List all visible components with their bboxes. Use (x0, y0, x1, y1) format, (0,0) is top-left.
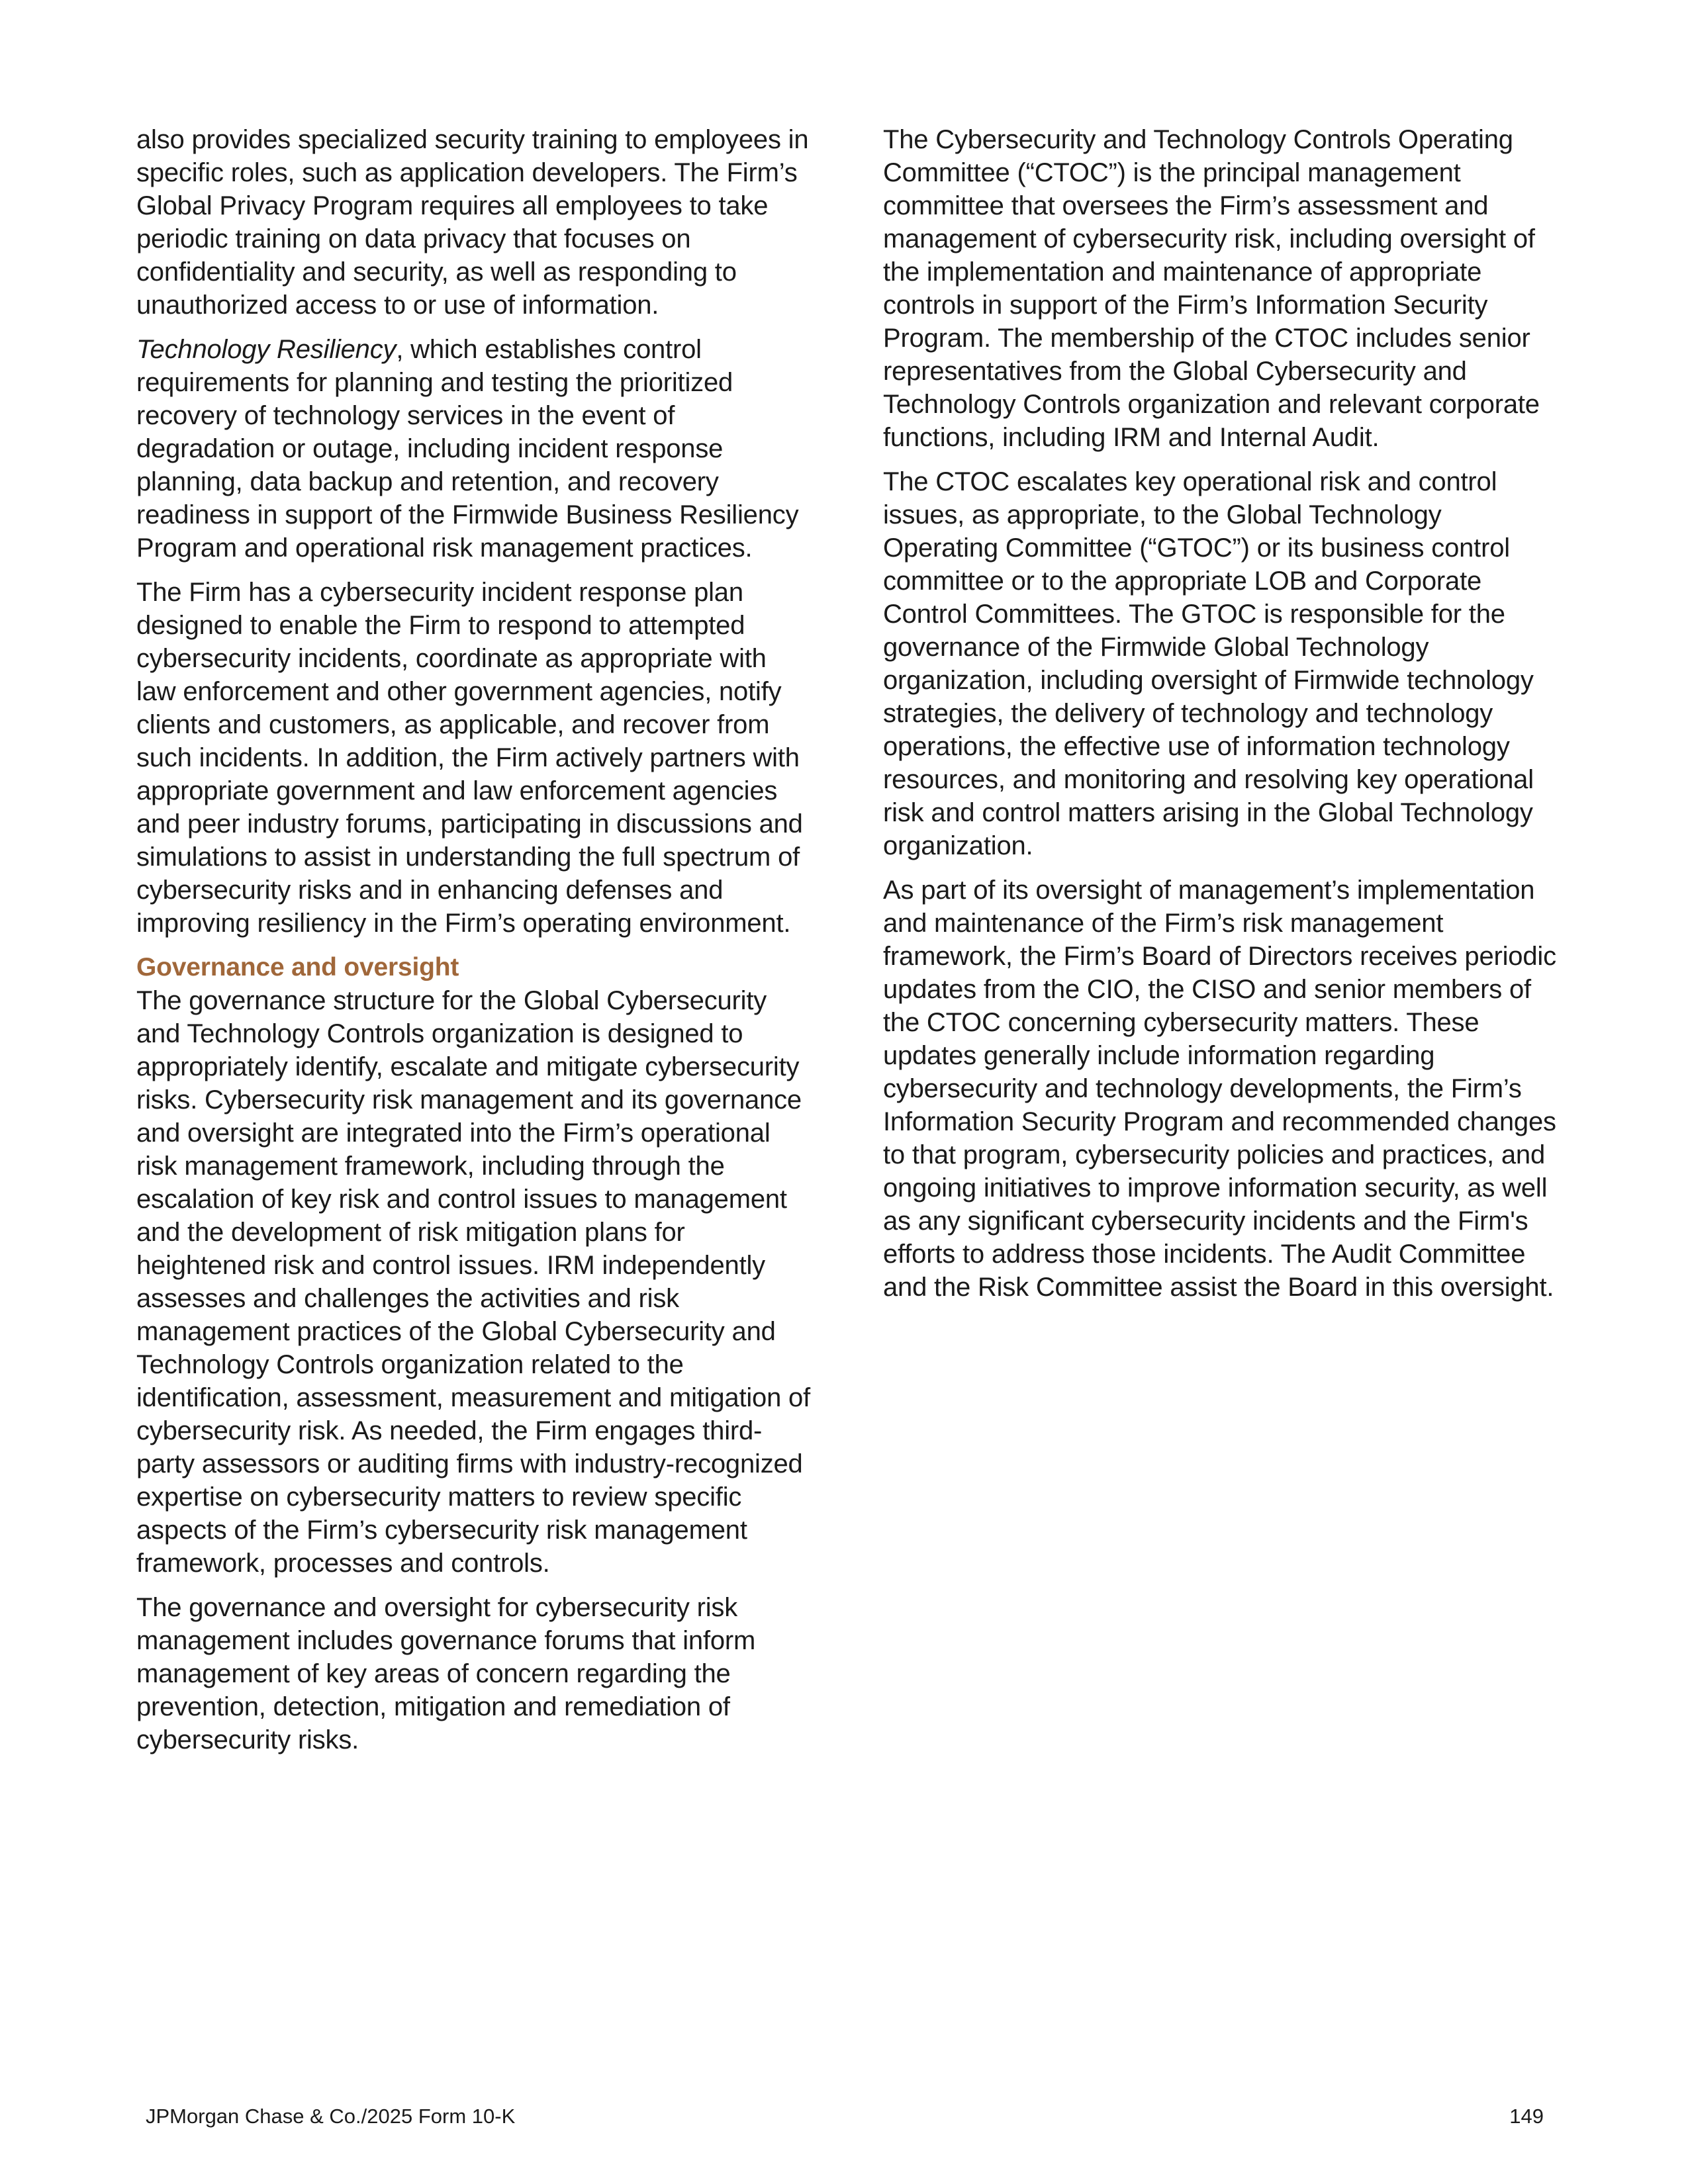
section-heading: Governance and oversight (136, 953, 459, 981)
paragraph: The CTOC escalates key operational risk and control issues, as appropriate, to the Global Technology Operating Committee (“GTOC”) or its business control committee or to the appropriate LOB and Corporate Control Committees. The GTOC is responsible for the governance of the Firmwide Global Technology organization, including oversight of Firmwide technology strategies, the delivery of technology and technology operations, the effective use of information technology resources, and monitoring and resolving key operational risk and control matters arising in the Global Technology organization. (883, 467, 1534, 860)
right-column (883, 123, 1558, 1315)
paragraph: As part of its oversight of management’s implementation and maintenance of the Firm’s risk management framework, the Firm’s Board of Directors receives periodic updates from the CIO, the CISO and senior members of the CTOC concerning cybersecurity matters. These updates generally include information regarding cybersecurity and technology developments, the Firm’s Information Security Program and recommended changes to that program, cybersecurity policies and practices, and ongoing initiatives to improve information security, as well as any significant cybersecurity incidents and the Firm's efforts to address those incidents. The Audit Committee and the Risk Committee assist the Board in this oversight. (883, 876, 1556, 1302)
left-column (136, 123, 812, 1768)
italic-term: Technology Resiliency (136, 335, 397, 364)
paragraph: also provides specialized security training to employees in specific roles, such as application developers. The Firm’s Global Privacy Program requires all employees to take periodic training on data privacy that focuses on confidentiality and security, as well as responding to unauthorized access to or use of information. (136, 125, 809, 320)
paragraph (136, 333, 812, 565)
paragraph: The Firm has a cybersecurity incident response plan designed to enable the Firm to respond to attempted cybersecurity incidents, coordinate as appropriate with law enforcement and other government agencies, notify clients and customers, as applicable, and recover from such incidents. In addition, the Firm actively partners with appropriate government and law enforcement agencies and peer industry forums, participating in discussions and simulations to assist in understanding the full spectrum of cybersecurity risks and in enhancing defenses and improving resiliency in the Firm’s operating environment. (136, 578, 803, 938)
paragraph: The Cybersecurity and Technology Controls Operating Committee (“CTOC”) is the principal management committee that oversees the Firm’s assessment and management of cybersecurity risk, including oversight of the implementation and maintenance of appropriate controls in support of the Firm’s Information Security Program. The membership of the CTOC includes senior representatives from the Global Cybersecurity and Technology Controls organization and relevant corporate functions, including IRM and Internal Audit. (883, 125, 1540, 452)
paragraph: The governance structure for the Global Cybersecurity and Technology Controls organization is designed to appropriately identify, escalate and mitigate cybersecurity risks. Cybersecurity risk management and its governance and oversight are integrated into the Firm’s operational risk management framework, including through the escalation of key risk and control issues to management and the development of risk mitigation plans for heightened risk and control issues. IRM independently assesses and challenges the activities and risk management practices of the Global Cybersecurity and Technology Controls organization related to the identification, assessment, measurement and mitigation of cybersecurity risk. As needed, the Firm engages third-party assessors or auditing firms with industry-recognized expertise on cybersecurity matters to review specific aspects of the Firm’s cybersecurity risk management framework, processes and controls. (136, 986, 811, 1578)
paragraph-text: , which establishes control requirements for planning and testing the prioritized recovery of technology services in the event of degradation or outage, including incident response planning, data backup and retention, and recovery readiness in support of the Firmwide Business Resiliency Program and operational risk management practices. (136, 335, 799, 563)
paragraph: The governance and oversight for cybersecurity risk management includes governance forums that inform management of key areas of concern regarding the prevention, detection, mitigation and remediation of cybersecurity risks. (136, 1593, 756, 1754)
footer-document-title: JPMorgan Chase & Co./2025 Form 10-K (146, 2105, 516, 2128)
footer-page-number: 149 (1509, 2105, 1544, 2128)
